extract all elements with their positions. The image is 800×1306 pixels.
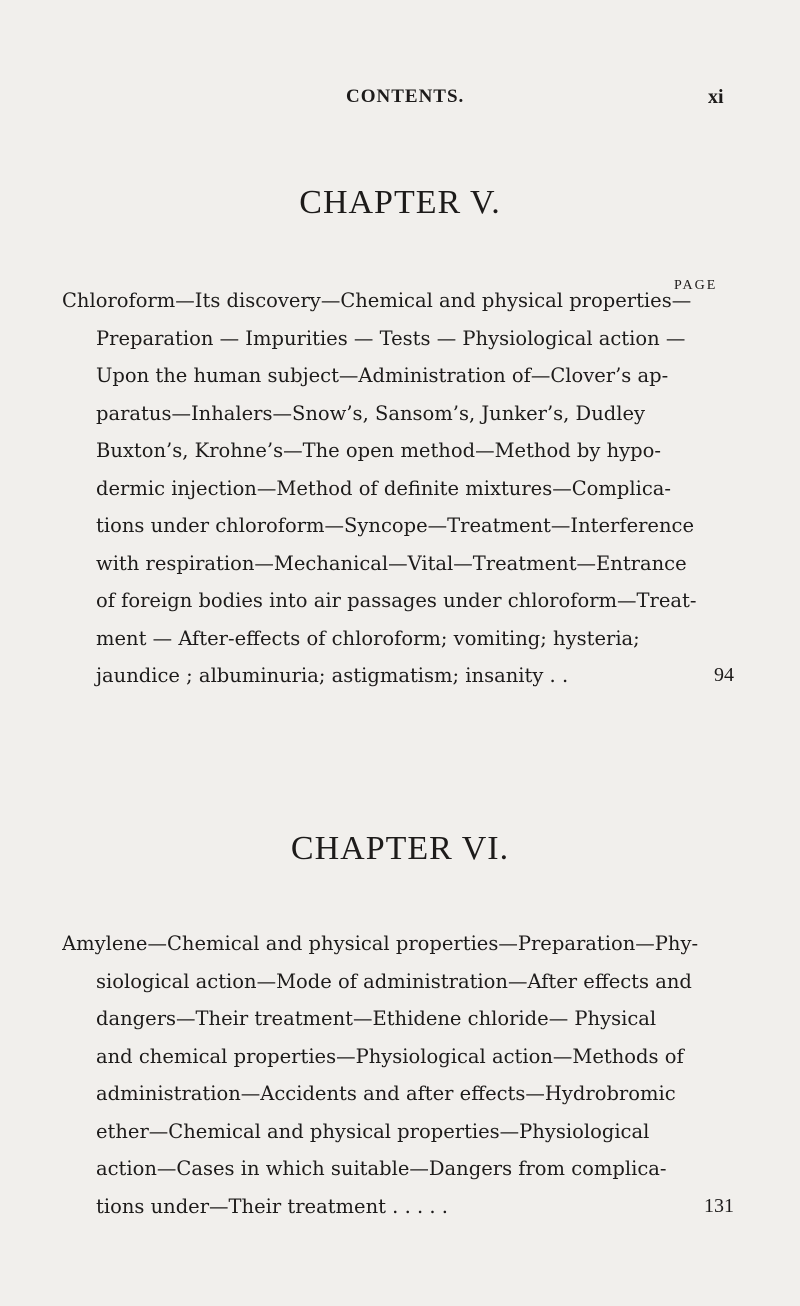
chapter-v-contents	[62, 282, 734, 695]
contents-line: dermic injection—Method of definite mixtures—Complica-	[96, 476, 671, 500]
page-number: 131	[704, 1194, 734, 1217]
contents-last-line	[62, 1188, 734, 1226]
contents-line-text: tions under—Their treatment . . . . .	[96, 1194, 448, 1218]
contents-line: Chloroform—Its discovery—Chemical and physical properties—	[62, 289, 692, 312]
running-title: CONTENTS.	[346, 86, 465, 107]
contents-line: of foreign bodies into air passages under chloroform—Treat-	[96, 589, 697, 612]
contents-line: ment — After-effects of chloroform; vomiting; hysteria;	[96, 626, 640, 650]
contents-line: and chemical properties—Physiological action—Methods of	[96, 1044, 684, 1068]
chapter-vi-contents	[62, 925, 734, 1225]
contents-line: tions under chloroform—Syncope—Treatment—Interference	[96, 514, 694, 537]
running-head	[0, 86, 800, 116]
contents-line: action—Cases in which suitable—Dangers from complica-	[96, 1157, 667, 1180]
contents-line: Amylene—Chemical and physical properties—Preparation—Phy-	[62, 932, 699, 955]
chapter-v-heading: CHAPTER V.	[299, 184, 501, 221]
contents-line: Preparation — Impurities — Tests — Physiological action —	[96, 326, 686, 350]
contents-line: ether—Chemical and physical properties—Physiological	[96, 1119, 650, 1143]
contents-line: administration—Accidents and after effects—Hydrobromic	[96, 1082, 676, 1105]
contents-last-line	[62, 657, 734, 695]
folio-page-number: xi	[708, 86, 724, 108]
chapter-vi-heading: CHAPTER VI.	[290, 830, 510, 867]
page-column-label: PAGE	[674, 278, 718, 293]
contents-line: Upon the human subject—Administration of—Clover’s ap-	[96, 364, 669, 387]
page-number: 94	[714, 664, 734, 686]
contents-line-text: jaundice ; albuminuria; astigmatism; insanity . .	[96, 664, 569, 687]
contents-line: dangers—Their treatment—Ethidene chloride— Physical	[96, 1007, 657, 1030]
contents-line: paratus—Inhalers—Snow’s, Sansom’s, Junker’s, Dudley	[96, 401, 646, 425]
contents-line: siological action—Mode of administration—After effects and	[96, 969, 692, 993]
contents-line: Buxton’s, Krohne’s—The open method—Method by hypo-	[96, 439, 661, 462]
contents-line: with respiration—Mechanical—Vital—Treatment—Entrance	[96, 551, 687, 575]
